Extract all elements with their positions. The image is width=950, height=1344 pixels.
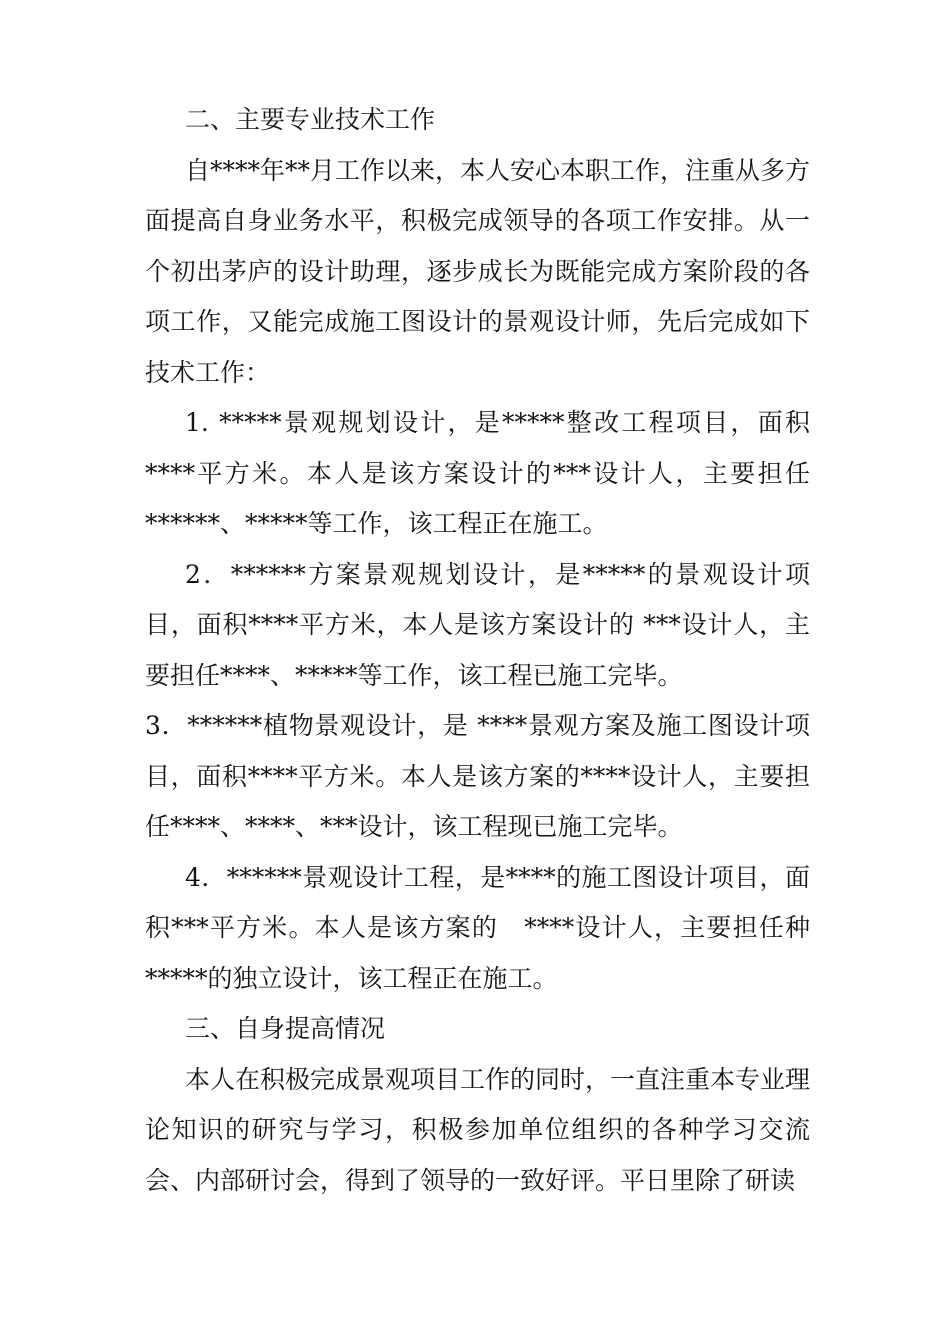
list-item-project-3: 3．******植物景观设计，是 ****景观方案及施工图设计项目，面积****平方米。本人是该方案的****设计人，主要担任****、****、***设计，该工程现已施工完毕。 [145, 711, 810, 841]
paragraph-self-improvement: 本人在积极完成景观项目工作的同时，一直注重本专业理论知识的研究与学习，积极参加单位组织的各种学习交流会、内部研讨会，得到了领导的一致好评。平日里除了研读 [145, 1064, 811, 1195]
list-item-project-2: 2．******方案景观规划设计，是*****的景观设计项目，面积****平方米，本人是该方案设计的 ***设计人，主要担任****、*****等工作，该工程已施工完毕。 [145, 559, 810, 690]
section-heading-professional-work: 二、主要专业技术工作 [185, 105, 436, 134]
list-item-project-1: 1. *****景观规划设计，是*****整改工程项目，面积****平方米。本人是该方案设计的***设计人，主要担任******、*****等工作，该工程正在施工。 [145, 408, 810, 538]
paragraph-work-overview: 自****年**月工作以来，本人安心本职工作，注重从多方面提高自身业务水平，积极完成领导的各项工作安排。从一个初出茅庐的设计助理，逐步成长为既能完成方案阶段的各项工作，又能完成施工图设计的景观设计师，先后完成如下技术工作： [145, 155, 811, 387]
document-body [145, 95, 810, 1206]
list-item-project-4: 4．******景观设计工程，是****的施工图设计项目，面积***平方米。本人是该方案的 ****设计人，主要担任种*****的独立设计，该工程正在施工。 [145, 862, 810, 993]
section-heading-self-improvement: 三、自身提高情况 [185, 1014, 386, 1043]
